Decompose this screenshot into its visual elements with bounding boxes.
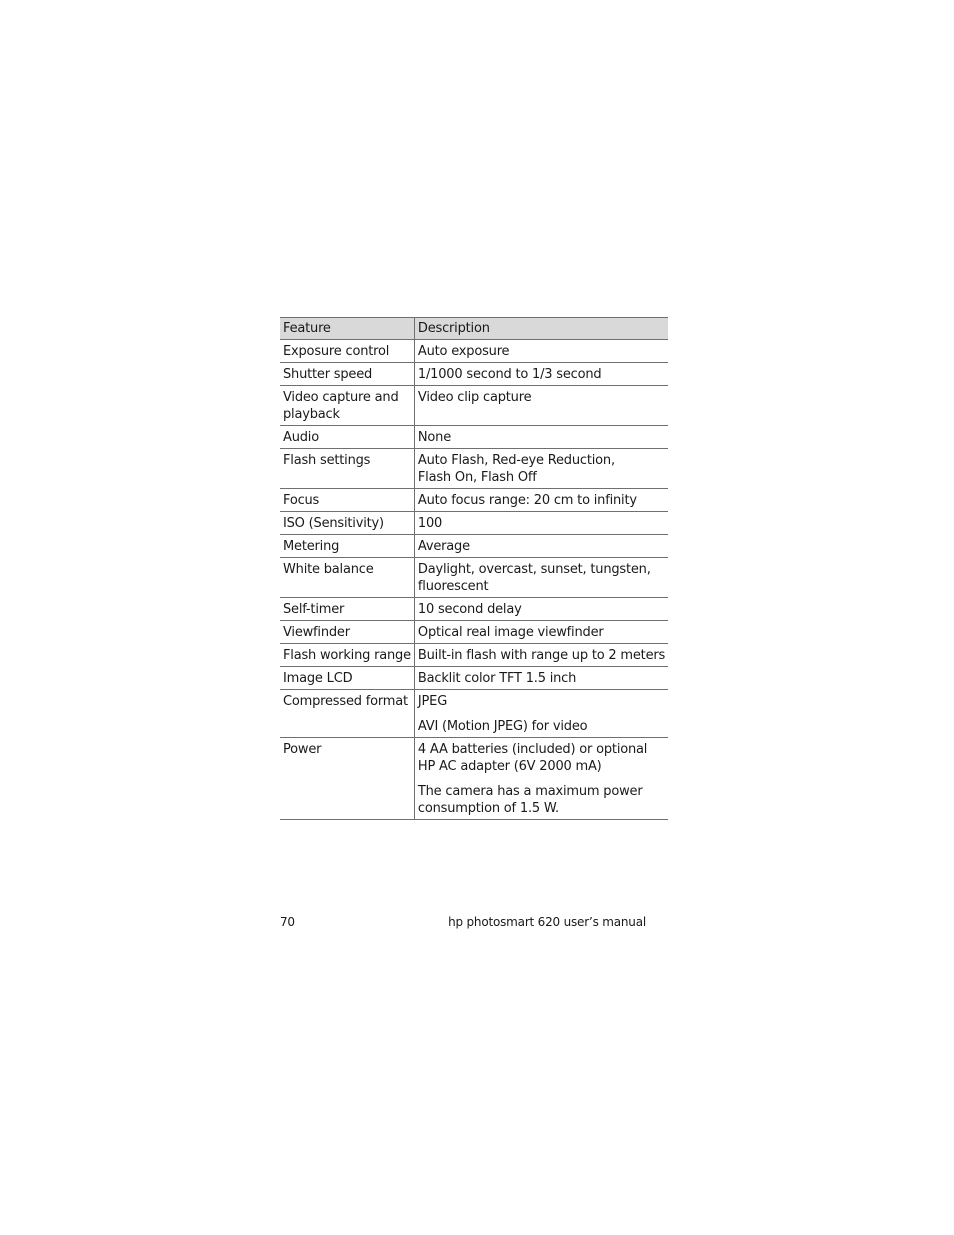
feature-line: Power: [283, 742, 322, 757]
description-cell: [414, 340, 668, 363]
feature-cell: [280, 667, 414, 690]
table-row: [280, 363, 668, 386]
description-paragraph: [418, 601, 665, 618]
table-row: [280, 598, 668, 621]
description-cell: [414, 535, 668, 558]
feature-cell: [280, 558, 414, 598]
description-paragraph: [418, 741, 665, 775]
description-paragraph: [418, 366, 665, 383]
table-row: [280, 738, 668, 820]
description-cell: [414, 558, 668, 598]
description-paragraph: [418, 343, 665, 360]
feature-line: Video capture and: [283, 390, 399, 405]
description-line: HP AC adapter (6V 2000 mA): [417, 759, 602, 774]
description-line: AVI (Motion JPEG) for video: [417, 719, 588, 734]
description-cell: [414, 598, 668, 621]
description-cell: [414, 489, 668, 512]
feature-cell: [280, 489, 414, 512]
description-paragraph: [418, 515, 665, 532]
feature-line: Flash settings: [283, 453, 371, 468]
header-feature: Feature: [280, 318, 414, 340]
description-paragraph: [418, 693, 665, 710]
table-row: [280, 426, 668, 449]
description-line: 100: [417, 516, 443, 531]
table-header-row: [280, 318, 668, 340]
description-paragraph: [418, 429, 665, 446]
description-paragraph: [418, 783, 665, 817]
feature-cell: [280, 690, 414, 738]
feature-line: Exposure control: [283, 344, 390, 359]
table-row: [280, 667, 668, 690]
description-line: Flash On, Flash Off: [417, 470, 537, 485]
description-line: Average: [417, 539, 470, 554]
description-paragraph: [418, 670, 665, 687]
feature-cell: [280, 644, 414, 667]
table-row: [280, 690, 668, 738]
description-cell: [414, 644, 668, 667]
description-cell: [414, 621, 668, 644]
feature-line: Shutter speed: [283, 367, 373, 382]
feature-line: White balance: [283, 562, 374, 577]
table-row: [280, 644, 668, 667]
description-line: fluorescent: [417, 579, 489, 594]
description-line: Auto focus range: 20 cm to infinity: [417, 493, 637, 508]
feature-cell: [280, 512, 414, 535]
description-line: Auto Flash, Red-eye Reduction,: [417, 453, 615, 468]
feature-cell: [280, 363, 414, 386]
description-line: 10 second delay: [417, 602, 522, 617]
table-row: [280, 535, 668, 558]
description-paragraph: [418, 718, 665, 735]
description-paragraph: [418, 561, 665, 595]
feature-line: Compressed format: [283, 694, 408, 709]
description-line: Optical real image viewfinder: [417, 625, 604, 640]
feature-cell: [280, 621, 414, 644]
table-row: [280, 558, 668, 598]
feature-line: Viewfinder: [283, 625, 350, 640]
specifications-table: [280, 317, 668, 820]
description-line: Built-in flash with range up to 2 meters: [417, 648, 666, 663]
feature-line: Flash working range: [283, 648, 411, 663]
feature-line: Image LCD: [283, 671, 353, 686]
description-paragraph: [418, 538, 665, 555]
table-row: [280, 489, 668, 512]
description-line: None: [417, 430, 452, 445]
feature-line: Audio: [283, 430, 319, 445]
description-cell: [414, 690, 668, 738]
feature-cell: [280, 449, 414, 489]
description-line: The camera has a maximum power: [417, 784, 643, 799]
description-cell: [414, 363, 668, 386]
description-cell: [414, 386, 668, 426]
description-line: 4 AA batteries (included) or optional: [417, 742, 648, 757]
feature-cell: [280, 340, 414, 363]
table-body: [280, 340, 668, 820]
feature-line: ISO (Sensitivity): [283, 516, 384, 531]
description-cell: [414, 512, 668, 535]
table-row: [280, 340, 668, 363]
description-paragraph: [418, 647, 665, 664]
table-row: [280, 512, 668, 535]
feature-cell: [280, 426, 414, 449]
feature-cell: [280, 386, 414, 426]
description-cell: [414, 738, 668, 820]
description-line: Video clip capture: [417, 390, 532, 405]
feature-cell: [280, 738, 414, 820]
feature-cell: [280, 535, 414, 558]
description-line: Auto exposure: [417, 344, 510, 359]
page-number: 70: [280, 915, 295, 929]
description-line: Daylight, overcast, sunset, tungsten,: [417, 562, 651, 577]
manual-title: hp photosmart 620 user’s manual: [448, 915, 646, 929]
table-row: [280, 386, 668, 426]
feature-line: Focus: [283, 493, 320, 508]
table-row: [280, 621, 668, 644]
description-paragraph: [418, 389, 665, 406]
description-paragraph: [418, 492, 665, 509]
description-cell: [414, 667, 668, 690]
header-description: Description: [414, 318, 668, 340]
description-cell: [414, 426, 668, 449]
feature-line: playback: [283, 407, 340, 422]
table-row: [280, 449, 668, 489]
description-line: 1/1000 second to 1/3 second: [417, 367, 602, 382]
feature-line: Self-timer: [283, 602, 345, 617]
description-line: consumption of 1.5 W.: [417, 801, 559, 816]
description-line: Backlit color TFT 1.5 inch: [417, 671, 577, 686]
description-cell: [414, 449, 668, 489]
description-line: JPEG: [417, 694, 448, 709]
feature-cell: [280, 598, 414, 621]
description-paragraph: [418, 624, 665, 641]
feature-line: Metering: [283, 539, 340, 554]
description-paragraph: [418, 452, 665, 486]
